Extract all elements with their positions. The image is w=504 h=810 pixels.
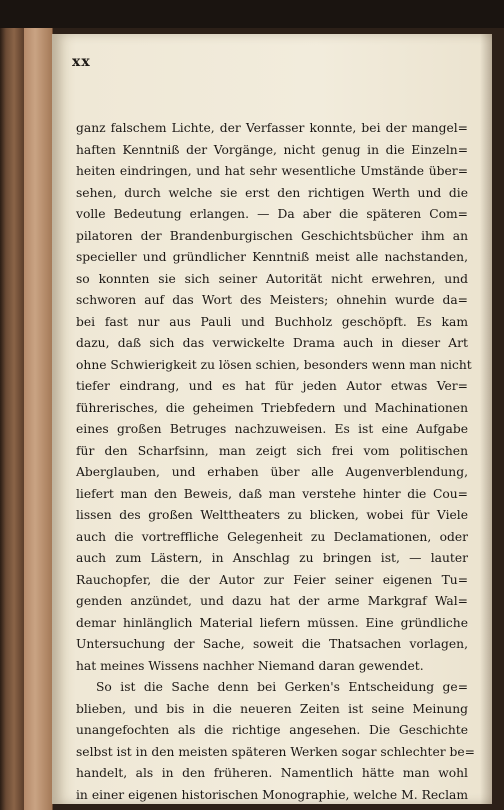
text-line: So ist die Sache denn bei Gerken's Entscheidung ge= (96, 680, 468, 694)
text-line: Untersuchung der Sache, soweit die Thatsachen vorlagen, (76, 637, 468, 651)
text-line: bei fast nur aus Pauli und Buchholz geschöpft. Es kam (76, 314, 468, 329)
text-line: handelt, als in den früheren. Namentlich hätte man wohl (76, 766, 468, 780)
text-line: eines großen Betruges nachzuweisen. Es ist eine Aufgabe (76, 422, 468, 436)
page-number: xx (72, 54, 91, 70)
text-line: lissen des großen Welttheaters zu blicken, wobei für Viele (76, 508, 468, 522)
text-line: dazu, daß sich das verwickelte Drama auch in dieser Art (76, 336, 468, 350)
page-text (76, 118, 475, 806)
text-line: für den Scharfsinn, man zeigt sich frei vom politischen (76, 443, 468, 458)
page-edge-shadow (480, 34, 492, 804)
text-line: genden anzündet, und dazu hat der arme Markgraf Wal= (76, 594, 468, 608)
text-line: schworen auf das Wort des Meisters; ohnehin wurde da= (76, 293, 468, 307)
text-line: pilatoren der Brandenburgischen Geschichtsbücher ihm an (76, 228, 468, 243)
text-line: so konnten sie sich seiner Autorität nicht erwehren, und (76, 271, 468, 286)
text-line: sehen, durch welche sie erst den richtigen Werth und die (76, 185, 468, 200)
text-line: Aberglauben, und erhaben über alle Augenverblendung, (76, 465, 468, 479)
text-line: specieller und gründlicher Kenntniß meist alle nachstanden, (76, 250, 468, 264)
text-line: volle Bedeutung erlangen. — Da aber die späteren Com= (76, 207, 468, 221)
text-line: heiten eindringen, und hat sehr wesentliche Umstände über= (76, 164, 468, 178)
text-line: haften Kenntniß der Vorgänge, nicht genug in die Einzeln= (76, 142, 468, 157)
text-line: Rauchopfer, die der Autor zur Feier seiner eigenen Tu= (76, 572, 468, 587)
text-line: auch die vortreffliche Gelegenheit zu Declamationen, oder (76, 529, 468, 544)
text-line: blieben, und bis in die neueren Zeiten ist seine Meinung (76, 701, 468, 716)
text-line: in einer eigenen historischen Monographie, welche M. Reclam (76, 787, 468, 802)
text-line: ganz falschem Lichte, der Verfasser konnte, bei der mangel= (76, 121, 468, 135)
text-line: liefert man den Beweis, daß man verstehe hinter die Cou= (76, 486, 468, 501)
text-line: hat meines Wissens nachher Niemand daran gewendet. (76, 658, 424, 673)
text-line: führerisches, die geheimen Triebfedern und Machinationen (76, 400, 468, 415)
text-line: unangefochten als die richtige angesehen. Die Geschichte (76, 723, 468, 737)
text-line: auch zum Lästern, in Anschlag zu bringen ist, — lauter (76, 551, 468, 565)
text-line: selbst ist in den meisten späteren Werken sogar schlechter be= (76, 744, 475, 759)
text-line: demar hinlänglich Material liefern müssen. Eine gründliche (76, 615, 468, 630)
text-line: ohne Schwierigkeit zu lösen schien, besonders wenn man nicht (76, 357, 472, 372)
book-cover-edge (24, 28, 53, 810)
text-line: tiefer eindrang, und es hat für jeden Autor etwas Ver= (76, 379, 468, 393)
